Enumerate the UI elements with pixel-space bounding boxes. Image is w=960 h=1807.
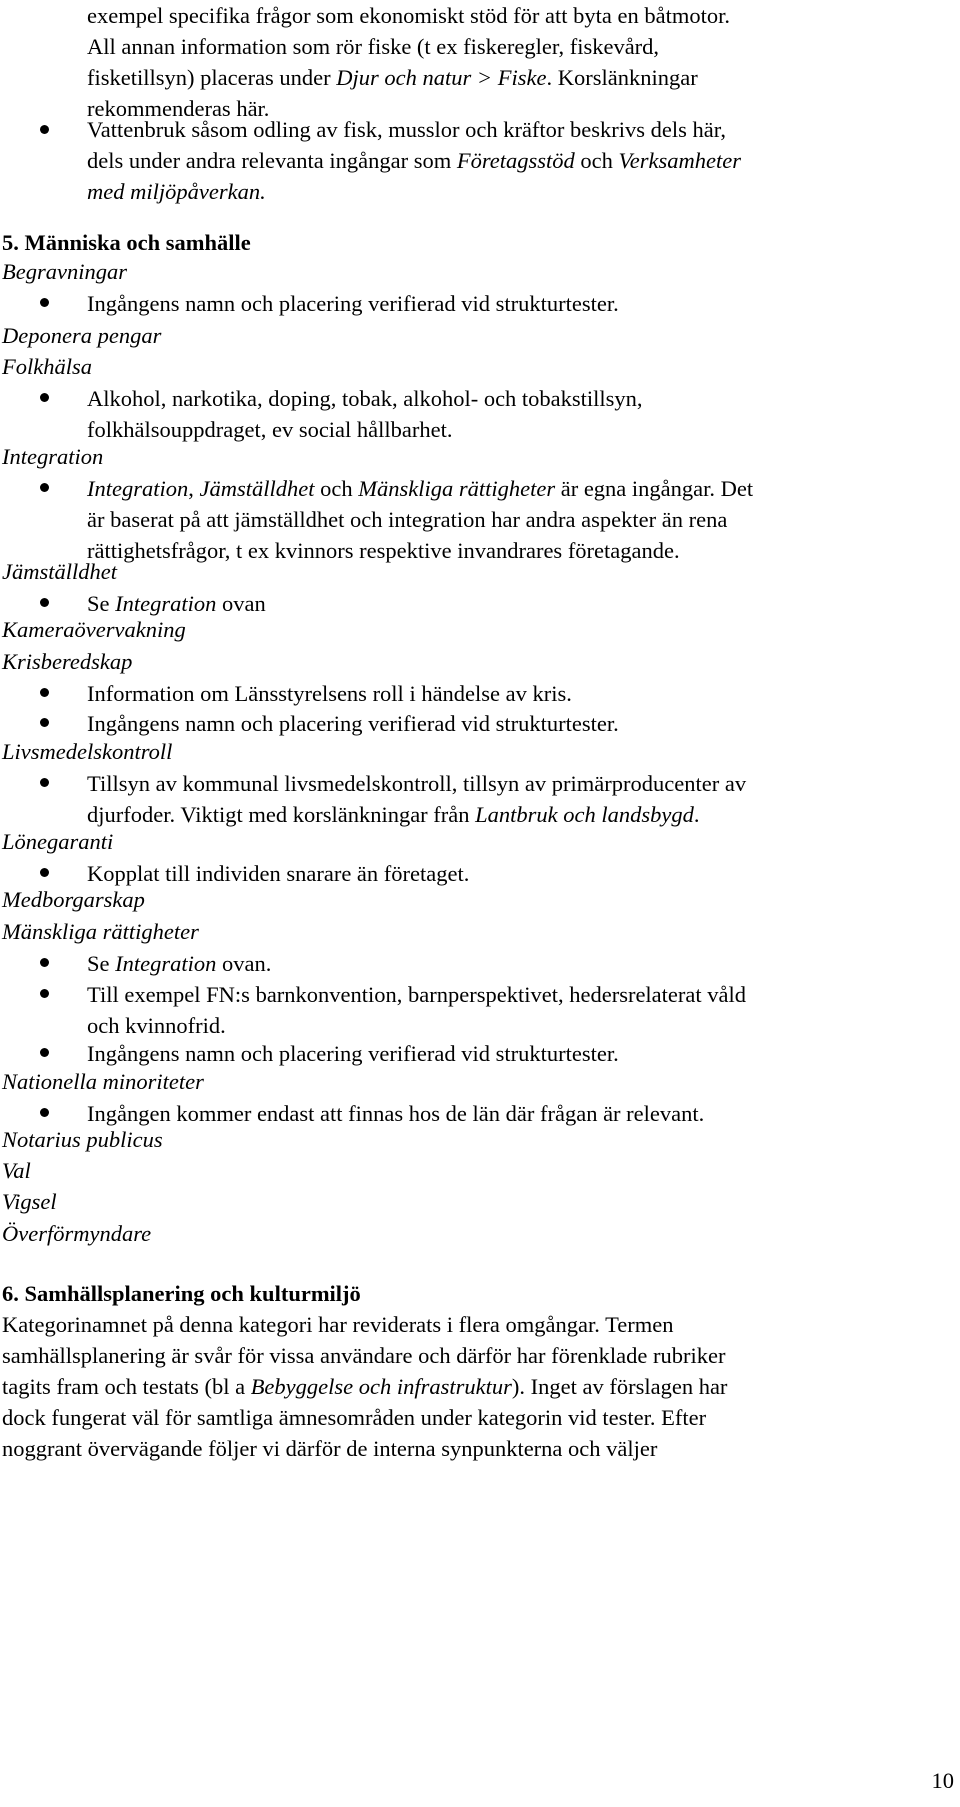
text-span: . Korslänkningar (546, 65, 698, 90)
text-span: tagits fram och testats (bl a (2, 1374, 251, 1399)
text-span: Se (87, 951, 116, 976)
crossref-integration: Integration (115, 591, 217, 616)
text-span: Se (87, 591, 116, 616)
text-line: rekommenderas här. (87, 96, 270, 121)
list-item-vattenbruk (87, 114, 953, 207)
text-line: All annan information som rör fiske (t ex fiskeregler, fiskevård, (87, 34, 660, 59)
text-line: dock fungerat väl för samtliga ämnesområden under kategorin vid tester. Efter (2, 1405, 707, 1430)
bullet-icon (40, 598, 49, 607)
crossref-integration: Integration (115, 951, 217, 976)
list-item-livsmedel (87, 768, 953, 830)
bullet-icon (40, 688, 49, 697)
category-krisberedskap: Krisberedskap (2, 649, 133, 674)
crossref-integration: Integration (87, 476, 189, 501)
text-span: . (693, 802, 700, 827)
crossref-djur-och-natur: Djur och natur > Fiske (336, 65, 547, 90)
text-line: och kvinnofrid. (87, 1013, 226, 1038)
category-nationella-minoriteter: Nationella minoriteter (2, 1069, 204, 1094)
crossref-verksamheter-cont: med miljöpåverkan. (87, 179, 266, 204)
list-item-integration (87, 473, 953, 566)
continued-list-item (87, 0, 953, 124)
crossref-bebyggelse: Bebyggelse och infrastruktur (250, 1374, 512, 1399)
list-item-jamstalldhet (87, 588, 953, 619)
text-line: noggrant övervägande följer vi därför de interna synpunkterna och väljer (2, 1436, 658, 1461)
bullet-icon (40, 1108, 49, 1117)
text-line: Alkohol, narkotika, doping, tobak, alkohol- och tobakstillsyn, (87, 386, 643, 411)
category-lonegaranti: Lönegaranti (2, 829, 114, 854)
crossref-lantbruk: Lantbruk och landsbygd (475, 802, 694, 827)
list-item: Ingångens namn och placering verifierad vid strukturtester. (87, 1041, 619, 1066)
text-span: ovan. (216, 951, 272, 976)
category-vigsel: Vigsel (2, 1189, 57, 1214)
list-item: Ingången kommer endast att finnas hos de län där frågan är relevant. (87, 1101, 705, 1126)
page-number: 10 (931, 1768, 954, 1793)
text-span: , (188, 476, 200, 501)
text-span: ). Inget av förslagen har (511, 1374, 728, 1399)
crossref-jamstalldhet: Jämställdhet (199, 476, 315, 501)
text-line: rättighetsfrågor, t ex kvinnors respektive invandrares företagande. (87, 538, 680, 563)
list-item: Kopplat till individen snarare än företaget. (87, 861, 470, 886)
text-line: exempel specifika frågor som ekonomiskt stöd för att byta en båtmotor. (87, 3, 730, 28)
category-jamstalldhet: Jämställdhet (2, 559, 117, 584)
text-span: är egna ingångar. Det (555, 476, 754, 501)
bullet-icon (40, 778, 49, 787)
bullet-icon (40, 393, 49, 402)
category-manskliga-rattigheter: Mänskliga rättigheter (2, 919, 199, 944)
text-line: är baserat på att jämställdhet och integration har andra aspekter än rena (87, 507, 728, 532)
category-folkhalsa: Folkhälsa (2, 354, 92, 379)
crossref-verksamheter: Verksamheter (618, 148, 741, 173)
text-span: djurfoder. Viktigt med korslänkningar från (87, 802, 476, 827)
category-begravningar: Begravningar (2, 259, 127, 284)
bullet-icon (40, 1048, 49, 1057)
category-livsmedelskontroll: Livsmedelskontroll (2, 739, 173, 764)
section-heading-5: 5. Människa och samhälle (2, 230, 251, 255)
bullet-icon (40, 483, 49, 492)
text-line: folkhälsouppdraget, ev social hållbarhet. (87, 417, 453, 442)
category-deponera-pengar: Deponera pengar (2, 323, 162, 348)
text-span: ovan (216, 591, 266, 616)
category-kameraovervakning: Kameraövervakning (2, 617, 186, 642)
list-item (87, 948, 953, 979)
category-notarius-publicus: Notarius publicus (2, 1127, 163, 1152)
crossref-manskliga-rattigheter: Mänskliga rättigheter (358, 476, 556, 501)
bullet-icon (40, 298, 49, 307)
crossref-foretagsstod: Företagsstöd (456, 148, 575, 173)
text-line: Kategorinamnet på denna kategori har reviderats i flera omgångar. Termen (2, 1312, 674, 1337)
text-span: och (314, 476, 359, 501)
text-line: Tillsyn av kommunal livsmedelskontroll, tillsyn av primärproducenter av (87, 771, 747, 796)
list-item: Ingångens namn och placering verifierad vid strukturtester. (87, 291, 619, 316)
category-medborgarskap: Medborgarskap (2, 887, 145, 912)
text-line: Till exempel FN:s barnkonvention, barnperspektivet, hedersrelaterat våld (87, 982, 746, 1007)
text-line: fisketillsyn) placeras under (87, 65, 337, 90)
paragraph (2, 1309, 952, 1464)
bullet-icon (40, 125, 49, 134)
text-line: Vattenbruk såsom odling av fisk, musslor och kräftor beskrivs dels här, (87, 117, 726, 142)
text-span: dels under andra relevanta ingångar som (87, 148, 457, 173)
bullet-icon (40, 989, 49, 998)
list-item (87, 979, 953, 1041)
category-overformyndare: Överförmyndare (2, 1221, 152, 1246)
text-span: och (574, 148, 619, 173)
bullet-icon (40, 718, 49, 727)
section-heading-6: 6. Samhällsplanering och kulturmiljö (2, 1281, 361, 1306)
category-val: Val (2, 1158, 31, 1183)
bullet-icon (40, 958, 49, 967)
bullet-icon (40, 868, 49, 877)
text-line: samhällsplanering är svår för vissa användare och därför har förenklade rubriker (2, 1343, 726, 1368)
list-item: Information om Länsstyrelsens roll i händelse av kris. (87, 681, 572, 706)
category-integration: Integration (2, 444, 104, 469)
list-item: Ingångens namn och placering verifierad vid strukturtester. (87, 711, 619, 736)
list-item-folkhalsa (87, 383, 953, 445)
